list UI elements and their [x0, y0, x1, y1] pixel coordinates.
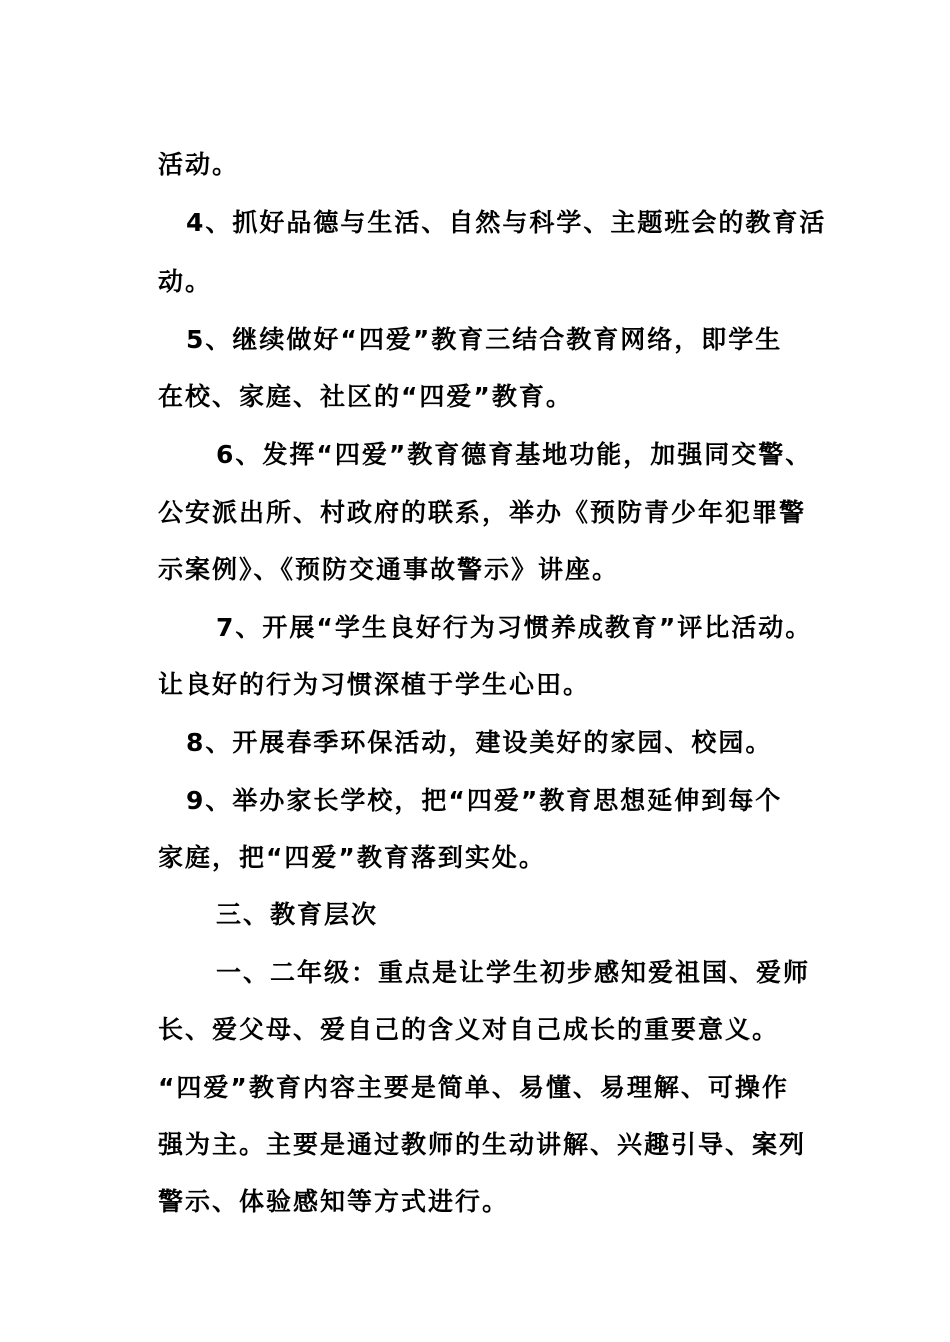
paragraph-line: 家庭，把“四爱”教育落到实处。	[158, 843, 546, 872]
paragraph-line: “四爱”教育内容主要是简单、易懂、易理解、可操作	[158, 1073, 789, 1102]
paragraph-line: 一、二年级：重点是让学生初步感知爱祖国、爱师	[216, 958, 811, 987]
section-heading: 三、教育层次	[216, 900, 379, 929]
paragraph-line: 让良好的行为习惯深植于学生心田。	[158, 670, 591, 699]
paragraph-line: 6、发挥“四爱”教育德育基地功能，加强同交警、	[216, 440, 813, 469]
paragraph-line: 活动。	[158, 150, 240, 179]
paragraph-line: 8、开展春季环保活动，建设美好的家园、校园。	[186, 728, 773, 757]
paragraph-line: 7、开展“学生良好行为习惯养成教育”评比活动。	[216, 613, 813, 642]
paragraph-line: 公安派出所、村政府的联系，举办《预防青少年犯罪警	[158, 498, 807, 527]
paragraph-line: 强为主。主要是通过教师的生动讲解、兴趣引导、案列	[158, 1130, 807, 1159]
paragraph-line: 5、继续做好“四爱”教育三结合教育网络，即学生	[186, 325, 783, 354]
paragraph-line: 警示、体验感知等方式进行。	[158, 1187, 510, 1216]
paragraph-line: 在校、家庭、社区的“四爱”教育。	[158, 382, 573, 411]
paragraph-line: 9、举办家长学校，把“四爱”教育思想延伸到每个	[186, 786, 783, 815]
paragraph-line: 示案例》、《预防交通事故警示》讲座。	[158, 555, 620, 584]
paragraph-line: 4、抓好品德与生活、自然与科学、主题班会的教育活	[186, 208, 827, 237]
paragraph-line: 长、爱父母、爱自己的含义对自己成长的重要意义。	[158, 1015, 780, 1044]
paragraph-line: 动。	[158, 267, 213, 296]
